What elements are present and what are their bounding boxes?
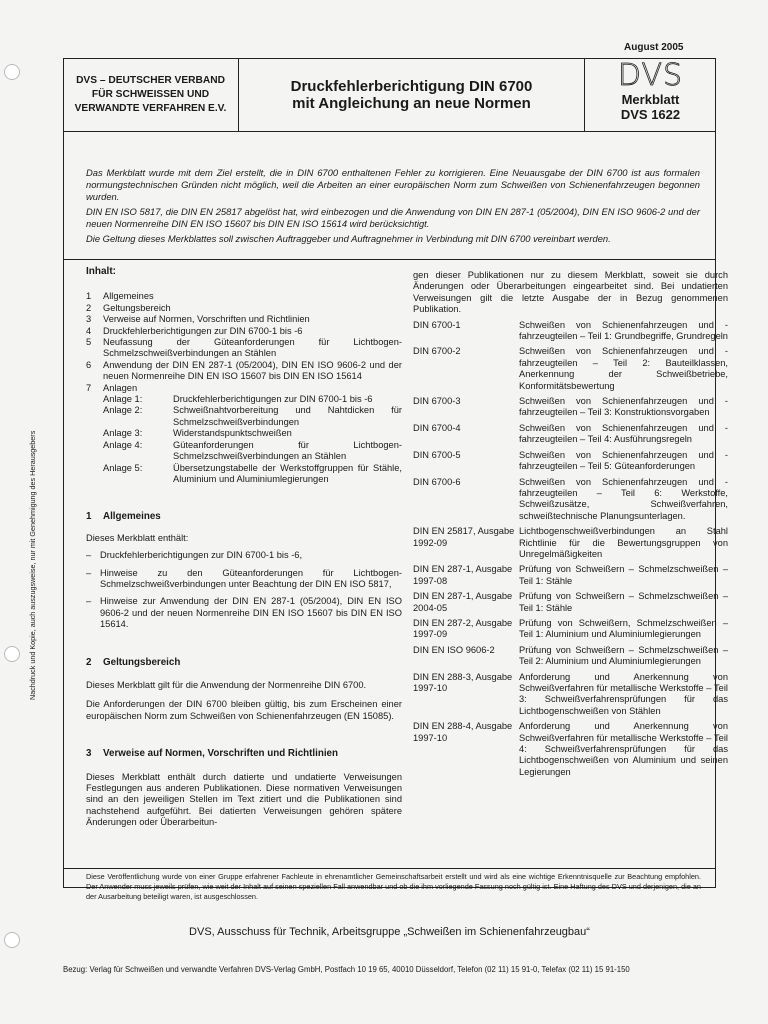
toc-item: Geltungsbereich	[103, 302, 171, 313]
toc-list	[86, 291, 402, 394]
ordering-info: Bezug: Verlag für Schweißen und verwandte Verfahren DVS-Verlag GmbH, Postfach 10 19 65, 40010 Düsseldorf, Telefon (02 11) 15 91-0, Telefax (02 11) 15 91-150	[63, 965, 630, 974]
reference-code: DIN 6700-1	[413, 319, 461, 330]
anlage-title: Güteanforderungen für Lichtbogen-Schmelzschweißverbindungen an Stählen	[173, 439, 402, 462]
toc-item: Druckfehlerberichtigungen zur DIN 6700-1 bis -6	[103, 325, 303, 336]
reference-code: DIN EN 287-1, Ausgabe 1997-08	[413, 564, 513, 586]
bullet-item: – Druckfehlerberichtigungen zur DIN 6700-1 bis -6,	[86, 550, 303, 561]
disclaimer-text: Diese Veröffentlichung wurde von einer Gruppe erfahrener Fachleute in ehrenamtlicher Gemeinschaftsarbeit erstellt und wird als eine wichtige Erkenntnisquelle zur Beachtung empfohlen. Der Anwender muss jeweils prüfen, wie weit der Inhalt auf seinen speziellen Fall anwendbar und ob die ihm vorliegende Fassung noch gültig ist. Eine Haftung des DVS und derjenigen, die an der Ausarbeitung beteiligt waren, ist ausgeschlossen.	[86, 872, 701, 901]
section-1-intro: Dieses Merkblatt enthält:	[86, 532, 189, 543]
intro-paragraph: DIN EN ISO 5817, die DIN EN 25817 abgelöst hat, wird einbezogen und die Anwendung von DIN EN 287-1 (05/2004), DIN EN ISO 9606-2 und der neuen Normenreihe DIN EN ISO 15607 bis DIN EN ISO 15614 wird berücksichtigt.	[86, 206, 700, 229]
binder-hole-top	[4, 64, 20, 80]
org-line-2: FÜR SCHWEISSEN UND	[91, 89, 210, 100]
reference-code: DIN EN 287-2, Ausgabe 1997-09	[413, 617, 513, 640]
disclaimer-divider	[63, 868, 716, 869]
reference-title: Lichtbogenschweißverbindungen an Stahl Richtlinie für die Bewertungsgruppen von Unregelmäßigkeiten	[519, 526, 728, 559]
toc-number: 4	[86, 325, 92, 336]
anlage-key: Anlage 3:	[103, 428, 143, 439]
section-title: Allgemeines	[103, 511, 161, 523]
reference-entry	[413, 672, 728, 718]
anlagen-list	[103, 394, 402, 485]
bullet-item: – Hinweise zur Anwendung der DIN EN 287-1 (05/2004), DIN EN ISO 9606-2 und der neuen Normenreihe DIN EN ISO 15607 bis DIN EN ISO 15614.	[86, 596, 402, 630]
toc-item: Anwendung der DIN EN 287-1 (05/2004), DIN EN ISO 9606-2 und der neuen Normenreihe DIN EN ISO 15607 bis DIN EN ISO 15614	[103, 359, 402, 382]
reference-entry	[413, 423, 728, 446]
side-copyright-note: Nachdruck und Kopie, auch auszugsweise, nur mit Genehmigung des Herausgebers	[28, 430, 37, 700]
section-2-paragraph: Die Anforderungen der DIN 6700 bleiben gültig, bis zum Erscheinen einer europäischen Norm zum Schweißen von Schienenfahrzeugen (EN 15085).	[86, 699, 402, 721]
intro-text	[86, 167, 700, 248]
intro-paragraph: Das Merkblatt wurde mit dem Ziel erstellt, die in DIN 6700 enthaltenen Fehler zu korrigieren. Eine Neuausgabe der DIN 6700 ist aus formalen normungstechnischen Gründen nicht möglich, weil die Arbeiten an einer europäischen Norm zum Schweißen von Schienenfahrzeugen begonnen wurden.	[86, 167, 700, 202]
reference-entry	[413, 618, 728, 641]
title-line-1: Druckfehlerberichtigung DIN 6700	[290, 78, 533, 95]
reference-code: DIN EN 288-4, Ausgabe 1997-10	[413, 721, 513, 743]
left-column	[86, 266, 402, 829]
reference-title: Schweißen von Schienenfahrzeugen und -fahrzeugteilen – Teil 5: Güteanforderungen	[519, 449, 728, 472]
section-title: Geltungsbereich	[103, 656, 181, 668]
reference-title: Schweißen von Schienenfahrzeugen und -fahrzeugteilen – Teil 6: Werkstoffe, Schweißzusätze, Schweißverfahren, schweißtechnische Planungsunterlagen.	[519, 476, 728, 521]
toc-number: 7	[86, 382, 92, 393]
toc-number: 1	[86, 291, 92, 302]
toc-number: 3	[86, 314, 92, 325]
reference-code: DIN EN 25817, Ausgabe 1992-09	[413, 526, 515, 548]
anlage-key: Anlage 5:	[103, 462, 143, 473]
reference-code: DIN EN 287-1, Ausgabe 2004-05	[413, 591, 513, 613]
toc-heading: Inhalt:	[86, 266, 116, 277]
toc-number: 5	[86, 337, 92, 348]
reference-code: DIN 6700-6	[413, 476, 461, 487]
toc-number: 6	[86, 359, 92, 370]
reference-title: Anforderung und Anerkennung von Schweißverfahren für metallische Werkstoffe – Teil 4: Schweißverfahrensprüfungen für das Lichtbogenschweißen von Aluminium und seinen Legierungen	[519, 721, 728, 777]
reference-code: DIN EN 288-3, Ausgabe 1997-10	[413, 671, 513, 693]
reference-title: Schweißen von Schienenfahrzeugen und -fahrzeugteilen – Teil 1: Grundbegriffe, Grundregeln	[519, 319, 728, 342]
section-number: 3	[86, 748, 92, 760]
right-column	[413, 266, 728, 778]
document-title	[239, 58, 585, 132]
toc-item: Neufassung der Güteanforderungen für Lichtbogen-Schmelzschweißverbindungen an Stählen	[103, 337, 402, 359]
intro-divider	[63, 259, 716, 260]
toc-item: Anlagen	[103, 382, 138, 393]
section-3-paragraph-continued: gen dieser Publikationen nur zu diesem Merkblatt, soweit sie durch Änderungen oder Überarbeitungen eingearbeitet sind. Bei undatierten Verweisungen gilt die letzte Ausgabe der in Bezug genommenen Publikation.	[413, 270, 728, 315]
reference-entry	[413, 564, 728, 587]
org-line-3: VERWANDTE VERFAHREN E.V.	[74, 103, 227, 114]
reference-title: Schweißen von Schienenfahrzeugen und -fahrzeugteilen – Teil 3: Konstruktionsvorgaben	[519, 396, 728, 418]
reference-code: DIN EN ISO 9606-2	[413, 644, 495, 655]
reference-entry	[413, 396, 728, 419]
doc-number: DVS 1622	[620, 107, 681, 122]
binder-hole-middle	[4, 646, 20, 662]
intro-paragraph: Die Geltung dieses Merkblattes soll zwischen Auftraggeber und Auftragnehmer in Verbindung mit DIN 6700 vereinbart werden.	[86, 233, 611, 244]
anlage-title: Druckfehlerberichtigungen zur DIN 6700-1 bis -6	[173, 394, 373, 405]
dvs-logo: DVS	[617, 58, 684, 93]
reference-entry	[413, 450, 728, 473]
reference-title: Prüfung von Schweißern – Schmelzschweißen – Teil 1: Stähle	[519, 564, 728, 586]
reference-entry	[413, 477, 728, 523]
document-id-block	[585, 58, 716, 132]
title-line-2: mit Angleichung an neue Normen	[292, 95, 531, 112]
reference-title: Schweißen von Schienenfahrzeugen und -fahrzeugteilen – Teil 2: Bauteilklassen, Anerkennung der Schweißbetriebe, Konformitätsbewertung	[519, 346, 728, 391]
organization-name	[63, 58, 239, 132]
reference-title: Prüfung von Schweißern – Schmelzschweißen – Teil 2: Aluminium und Aluminiumlegierungen	[519, 644, 728, 667]
toc-item: Allgemeines	[103, 291, 154, 302]
reference-title: Schweißen von Schienenfahrzeugen und -fahrzeugteilen – Teil 4: Ausführungsregeln	[519, 422, 728, 445]
reference-code: DIN 6700-5	[413, 449, 461, 460]
reference-code: DIN 6700-2	[413, 346, 461, 357]
org-line-1: DVS – DEUTSCHER VERBAND	[76, 75, 225, 86]
section-2-paragraph: Dieses Merkblatt gilt für die Anwendung der Normenreihe DIN 6700.	[86, 679, 367, 690]
bullet-item: – Hinweise zu den Güteanforderungen für Lichtbogen-Schmelzschweißverbindungen unter Beachtung der DIN EN ISO 5817,	[86, 567, 402, 589]
document-date: August 2005	[624, 42, 684, 53]
reference-entry	[413, 320, 728, 343]
section-3-heading	[86, 748, 402, 759]
binder-hole-bottom	[4, 932, 20, 948]
section-number: 1	[86, 511, 92, 523]
reference-code: DIN 6700-3	[413, 396, 461, 407]
anlage-key: Anlage 4:	[103, 439, 143, 450]
reference-entry	[413, 591, 728, 614]
reference-entry	[413, 645, 728, 668]
anlage-title: Übersetzungstabelle der Werkstoffgruppen für Stähle, Aluminium und Aluminiumlegierungen	[173, 462, 402, 484]
section-3-paragraph: Dieses Merkblatt enthält durch datierte und undatierte Verweisungen Festlegungen aus anderen Publikationen. Diese normativen Verweisungen sind an den jeweiligen Stellen im Text zitiert und die Publikationen sind nachstehend aufgeführt. Bei datierten Verweisungen gehören spätere Änderungen oder Überarbeitun-	[86, 771, 402, 828]
section-2-heading	[86, 657, 402, 668]
doc-type: Merkblatt	[621, 92, 680, 107]
anlage-title: Schweißnahtvorbereitung und Nahtdicken für Schmelzschweißverbindungen	[173, 405, 402, 427]
toc-number: 2	[86, 302, 92, 313]
reference-list	[413, 320, 728, 779]
anlage-title: Widerstandspunktschweißen	[173, 428, 292, 439]
reference-title: Anforderung und Anerkennung von Schweißverfahren für metallische Werkstoffe – Teil 3: Schweißverfahrensprüfungen für das Lichtbogenschweißen von Stählen	[519, 671, 728, 716]
reference-entry	[413, 346, 728, 392]
section-title: Verweise auf Normen, Vorschriften und Richtlinien	[103, 748, 338, 760]
committee-line: DVS, Ausschuss für Technik, Arbeitsgruppe „Schweißen im Schienenfahrzeugbau“	[189, 926, 590, 938]
reference-code: DIN 6700-4	[413, 422, 461, 433]
section-number: 2	[86, 656, 92, 668]
anlage-key: Anlage 1:	[103, 394, 143, 405]
reference-entry	[413, 721, 728, 778]
section-1-heading	[86, 511, 402, 522]
reference-entry	[413, 526, 728, 560]
reference-title: Prüfung von Schweißern – Schmelzschweißen – Teil 1: Stähle	[519, 591, 728, 613]
toc-item: Verweise auf Normen, Vorschriften und Richtlinien	[103, 314, 310, 325]
anlage-key: Anlage 2:	[103, 405, 143, 416]
reference-title: Prüfung von Schweißern, Schmelzschweißen – Teil 1: Aluminium und Aluminiumlegierungen	[519, 617, 728, 640]
